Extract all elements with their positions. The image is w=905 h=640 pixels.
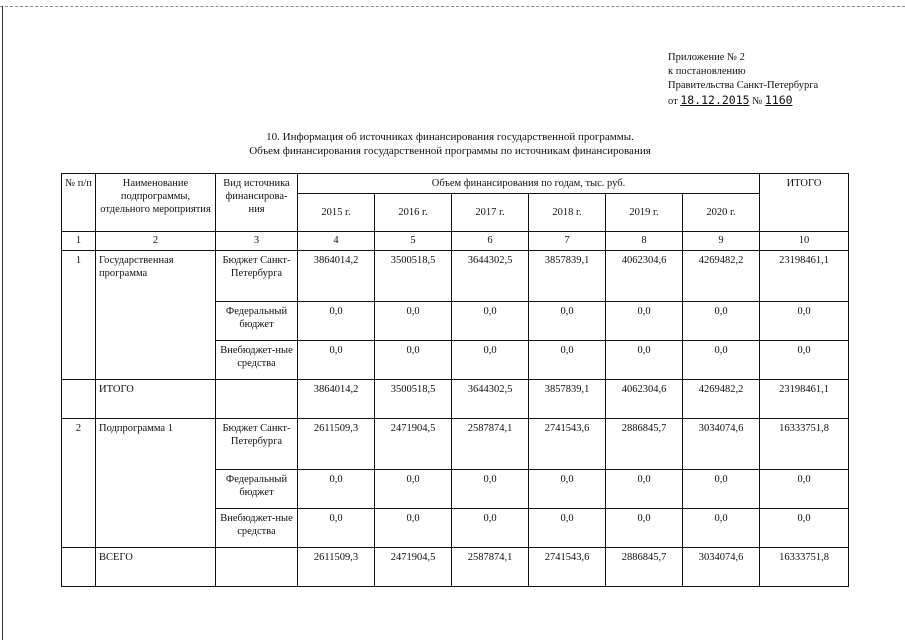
column-index-row [62, 232, 849, 251]
value-cell: 3644302,5 [452, 251, 529, 302]
value-cell: 2741543,6 [529, 419, 606, 470]
value-cell: 2587874,1 [452, 548, 529, 587]
value-cell: 0,0 [375, 470, 452, 509]
value-cell: 0,0 [452, 302, 529, 341]
row-number: 2 [62, 419, 96, 548]
total-label: ВСЕГО [96, 548, 216, 587]
value-cell: 0,0 [683, 302, 760, 341]
value-cell: 3500518,5 [375, 251, 452, 302]
value-cell: 2611509,3 [298, 419, 375, 470]
value-cell: 0,0 [529, 509, 606, 548]
header-year: 2016 г. [375, 194, 452, 232]
title-line-1: 10. Информация об источниках финансирования государственной программы. [266, 131, 634, 143]
page-top-edge [0, 6, 905, 7]
program-name: Государственная программа [96, 251, 216, 380]
total-label: ИТОГО [96, 380, 216, 419]
value-cell: 0,0 [529, 470, 606, 509]
total-cell: 23198461,1 [760, 380, 849, 419]
column-index: 10 [760, 232, 849, 251]
annex-number: 1160 [764, 93, 793, 107]
total-cell: 16333751,8 [760, 419, 849, 470]
value-cell: 3034074,6 [683, 419, 760, 470]
annex-line-3: Правительства Санкт-Петербурга [668, 80, 819, 91]
annex-line-1: Приложение № 2 [668, 52, 745, 63]
total-cell: 0,0 [760, 509, 849, 548]
value-cell: 0,0 [452, 341, 529, 380]
funding-source: Внебюджет-ные средства [216, 509, 298, 548]
table-row [62, 251, 849, 302]
value-cell: 0,0 [606, 341, 683, 380]
value-cell: 0,0 [375, 302, 452, 341]
value-cell: 0,0 [529, 341, 606, 380]
financing-table [61, 173, 849, 587]
empty-cell [62, 548, 96, 587]
total-row [62, 380, 849, 419]
column-index: 1 [62, 232, 96, 251]
annex-date: 18.12.2015 [680, 93, 750, 107]
header-row-1 [62, 174, 849, 194]
header-year: 2020 г. [683, 194, 760, 232]
value-cell: 2471904,5 [375, 548, 452, 587]
value-cell: 3500518,5 [375, 380, 452, 419]
header-year: 2018 г. [529, 194, 606, 232]
value-cell: 2886845,7 [606, 419, 683, 470]
header-source: Вид источника финансирова-ния [216, 174, 298, 232]
annex-line-2: к постановлению [668, 66, 746, 77]
value-cell: 0,0 [452, 470, 529, 509]
annex-number-label: № [752, 96, 763, 107]
value-cell: 0,0 [375, 341, 452, 380]
column-index: 6 [452, 232, 529, 251]
value-cell: 2886845,7 [606, 548, 683, 587]
page-left-edge [2, 6, 3, 640]
value-cell: 4062304,6 [606, 251, 683, 302]
value-cell: 0,0 [452, 509, 529, 548]
value-cell: 2587874,1 [452, 419, 529, 470]
empty-cell [62, 380, 96, 419]
value-cell: 3857839,1 [529, 380, 606, 419]
table-row [62, 419, 849, 470]
funding-source: Внебюджет-ные средства [216, 341, 298, 380]
column-index: 4 [298, 232, 375, 251]
value-cell: 0,0 [298, 341, 375, 380]
header-volume: Объем финансирования по годам, тыс. руб. [298, 174, 760, 194]
column-index: 8 [606, 232, 683, 251]
value-cell: 4062304,6 [606, 380, 683, 419]
value-cell: 4269482,2 [683, 251, 760, 302]
column-index: 2 [96, 232, 216, 251]
value-cell: 0,0 [298, 470, 375, 509]
title-line-2: Объем финансирования государственной программы по источникам финансирования [249, 145, 651, 157]
value-cell: 2741543,6 [529, 548, 606, 587]
value-cell: 0,0 [606, 302, 683, 341]
value-cell: 0,0 [606, 470, 683, 509]
column-index: 3 [216, 232, 298, 251]
value-cell: 0,0 [683, 509, 760, 548]
funding-source: Бюджет Санкт-Петербурга [216, 419, 298, 470]
annex-date-line [668, 93, 898, 109]
total-cell: 23198461,1 [760, 251, 849, 302]
value-cell: 4269482,2 [683, 380, 760, 419]
value-cell: 2611509,3 [298, 548, 375, 587]
header-year: 2015 г. [298, 194, 375, 232]
value-cell: 0,0 [606, 509, 683, 548]
header-name: Наименование подпрограммы, отдельного мероприятия [96, 174, 216, 232]
header-num: № п/п [62, 174, 96, 232]
value-cell: 3644302,5 [452, 380, 529, 419]
funding-source: Федеральный бюджет [216, 302, 298, 341]
row-number: 1 [62, 251, 96, 380]
value-cell: 0,0 [298, 509, 375, 548]
value-cell: 3857839,1 [529, 251, 606, 302]
value-cell: 0,0 [375, 509, 452, 548]
value-cell: 2471904,5 [375, 419, 452, 470]
value-cell: 0,0 [298, 302, 375, 341]
total-cell: 16333751,8 [760, 548, 849, 587]
total-cell: 0,0 [760, 470, 849, 509]
value-cell: 3864014,2 [298, 251, 375, 302]
value-cell: 3034074,6 [683, 548, 760, 587]
value-cell: 0,0 [683, 341, 760, 380]
document-title [140, 130, 760, 158]
value-cell: 0,0 [529, 302, 606, 341]
total-cell: 0,0 [760, 341, 849, 380]
empty-cell [216, 548, 298, 587]
header-year: 2019 г. [606, 194, 683, 232]
header-total: ИТОГО [760, 174, 849, 232]
program-name: Подпрограмма 1 [96, 419, 216, 548]
annex-header [668, 51, 898, 109]
funding-source: Федеральный бюджет [216, 470, 298, 509]
column-index: 9 [683, 232, 760, 251]
value-cell: 3864014,2 [298, 380, 375, 419]
header-year: 2017 г. [452, 194, 529, 232]
value-cell: 0,0 [683, 470, 760, 509]
column-index: 7 [529, 232, 606, 251]
empty-cell [216, 380, 298, 419]
annex-from-label: от [668, 96, 678, 107]
column-index: 5 [375, 232, 452, 251]
funding-source: Бюджет Санкт-Петербурга [216, 251, 298, 302]
total-cell: 0,0 [760, 302, 849, 341]
total-row [62, 548, 849, 587]
